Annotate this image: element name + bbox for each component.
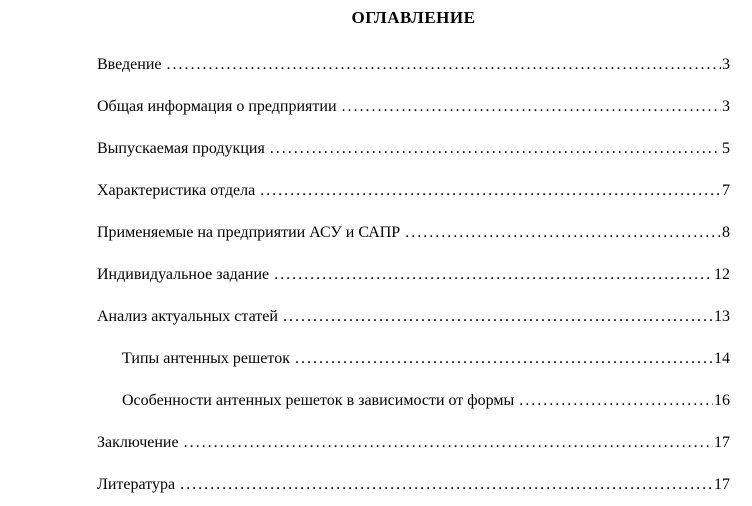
toc-entry-label: Анализ актуальных статей — [97, 308, 278, 325]
toc-entry-label: Типы антенных решеток — [122, 350, 290, 367]
toc-entry-label: Выпускаемая продукция — [97, 140, 265, 157]
dot-leader — [295, 338, 713, 380]
toc-page-number: 13 — [714, 308, 730, 325]
toc-entry-label: Особенности антенных решеток в зависимости от формы — [122, 392, 515, 409]
toc-page-number: 8 — [722, 224, 730, 241]
dot-leader — [283, 296, 713, 338]
toc-entry[interactable] — [97, 44, 730, 86]
dot-leader — [167, 44, 722, 86]
toc-entry-label: Литература — [97, 476, 176, 493]
dot-leader — [405, 212, 721, 254]
toc-entry[interactable] — [97, 422, 730, 464]
toc-entry[interactable] — [97, 296, 730, 338]
toc-entry[interactable] — [97, 254, 730, 296]
dot-leader — [270, 128, 721, 170]
toc-page-number: 17 — [714, 476, 730, 493]
toc-page-number: 16 — [714, 392, 730, 409]
toc-entry-label: Индивидуальное задание — [97, 266, 270, 283]
toc-entry[interactable] — [97, 212, 730, 254]
dot-leader — [274, 254, 713, 296]
toc-page-number: 17 — [714, 434, 730, 451]
toc-entry-label: Введение — [97, 56, 162, 73]
toc-entry[interactable] — [97, 170, 730, 212]
toc-page-number: 7 — [722, 182, 730, 199]
dot-leader — [260, 170, 721, 212]
toc-entry[interactable] — [97, 128, 730, 170]
toc-page-number: 14 — [714, 350, 730, 367]
toc-page-number: 12 — [714, 266, 730, 283]
toc-entry-label: Заключение — [97, 434, 179, 451]
dot-leader — [184, 422, 713, 464]
toc-entry-label: Применяемые на предприятии АСУ и САПР — [97, 224, 401, 241]
toc-entry[interactable] — [97, 86, 730, 128]
toc-page-number: 3 — [722, 56, 730, 73]
toc-page-number: 5 — [722, 140, 730, 157]
toc-entry[interactable] — [97, 380, 730, 422]
toc-entry[interactable] — [97, 338, 730, 380]
toc-entry[interactable] — [97, 464, 730, 506]
dot-leader — [342, 86, 721, 128]
toc-page-number: 3 — [722, 98, 730, 115]
dot-leader — [180, 464, 713, 506]
page-title: ОГЛАВЛЕНИЕ — [351, 8, 476, 27]
toc-entry-label: Общая информация о предприятии — [97, 98, 337, 115]
dot-leader — [519, 380, 713, 422]
toc-entry-label: Характеристика отдела — [97, 182, 256, 199]
table-of-contents — [97, 44, 730, 506]
